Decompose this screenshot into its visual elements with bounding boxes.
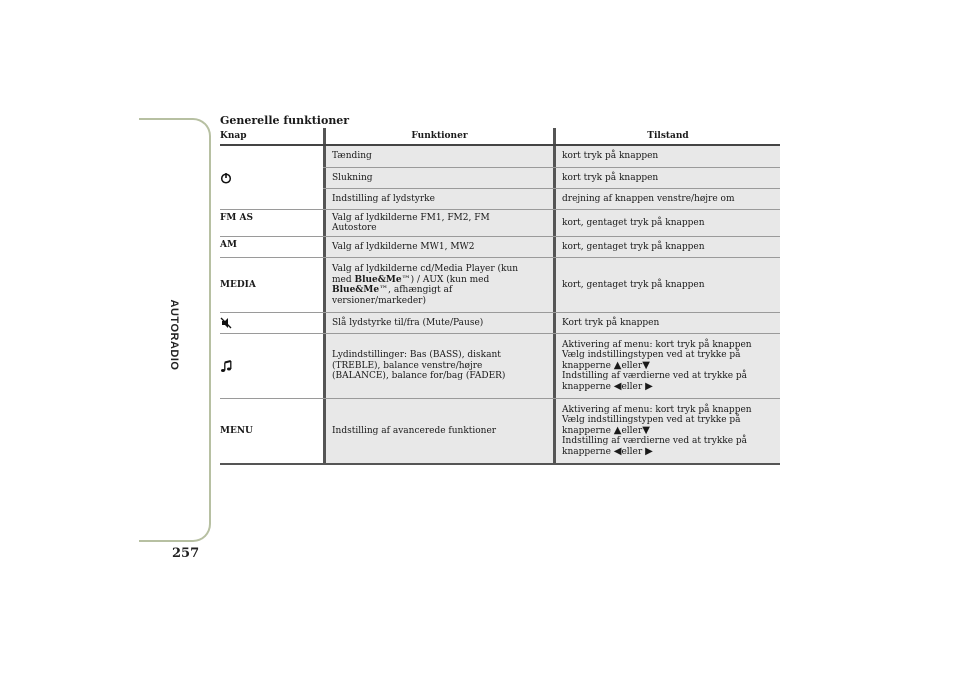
header-knap: Knap — [220, 130, 247, 141]
section-title: Generelle funktioner — [220, 114, 350, 127]
table-cell-key — [220, 334, 323, 398]
table-row — [220, 210, 780, 237]
table-cell-key: MENU — [220, 425, 253, 436]
table-cell-state: Kort tryk på knappen — [553, 313, 780, 333]
text-fragment: knapperne — [562, 446, 611, 457]
table-cell-function: Indstilling af lydstyrke — [323, 189, 553, 209]
text-fragment: knapperne — [562, 381, 611, 392]
table-cell-function — [323, 210, 553, 236]
header-tilstand: Tilstand — [553, 128, 780, 144]
table-row — [220, 334, 780, 399]
state-line — [562, 382, 780, 393]
function-line: (TREBLE), balance venstre/højre — [332, 360, 483, 371]
table-cell-key: MEDIA — [220, 279, 256, 290]
arrow-up-icon: ▲ — [613, 359, 622, 371]
state-line — [562, 361, 780, 372]
table-row — [220, 399, 780, 465]
table-cell-state: kort tryk på knappen — [553, 168, 780, 188]
table-cell-function: Slukning — [323, 168, 553, 188]
arrow-right-icon: ▶ — [645, 445, 653, 457]
function-line: versioner/markeder) — [332, 295, 426, 306]
table-cell-state — [553, 399, 780, 463]
table-cell-state: kort, gentaget tryk på knappen — [553, 258, 780, 312]
state-line: Indstilling af værdierne ved at trykke på — [562, 371, 748, 382]
chapter-label: AUTORADIO — [168, 299, 180, 371]
function-line — [332, 285, 553, 296]
function-line: (BALANCE), balance for/bag (FADER) — [332, 371, 506, 382]
table-row — [220, 237, 780, 258]
function-line: Valg af lydkilderne cd/Media Player (kun — [332, 264, 519, 274]
table-cell-state — [553, 334, 780, 398]
table-header — [220, 128, 780, 146]
arrow-right-icon: ▶ — [645, 380, 653, 392]
table-cell-key: FM AS — [220, 213, 253, 223]
text-fragment: ™) / AUX (kun med — [401, 274, 490, 285]
function-line: Valg af lydkilderne FM1, FM2, FM — [332, 212, 490, 223]
text-fragment: eller — [621, 360, 643, 371]
table-cell-function: Indstilling af avancerede funktioner — [323, 399, 553, 463]
text-fragment: eller — [621, 425, 643, 436]
table-cell-state: kort, gentaget tryk på knappen — [553, 237, 780, 257]
arrow-down-icon: ▼ — [642, 424, 650, 436]
power-group — [220, 146, 780, 210]
arrow-down-icon: ▼ — [642, 359, 650, 371]
table-cell-function: Valg af lydkilderne MW1, MW2 — [323, 237, 553, 257]
functions-table — [220, 128, 780, 465]
brand-name: Blue&Me — [332, 285, 380, 295]
table-cell-state: drejning af knappen venstre/højre om — [553, 189, 780, 209]
table-cell-state: kort, gentaget tryk på knappen — [553, 210, 780, 236]
state-line: Aktivering af menu: kort tryk på knappen — [562, 404, 752, 415]
table-cell-key: AM — [220, 240, 237, 250]
text-fragment: med — [332, 274, 355, 285]
state-line: Vælg indstillingstypen ved at trykke på — [562, 415, 741, 426]
music-note-icon — [220, 360, 232, 373]
table-row — [323, 168, 780, 189]
text-fragment: knapperne — [562, 425, 611, 436]
state-line — [562, 426, 780, 437]
page-number: 257 — [172, 546, 200, 561]
table-row — [323, 189, 780, 210]
arrow-up-icon: ▲ — [613, 424, 622, 436]
table-cell-function: Tænding — [323, 146, 553, 167]
table-row — [323, 146, 780, 168]
table-cell-function — [323, 334, 553, 398]
brand-name: Blue&Me — [354, 274, 402, 285]
state-line: Indstilling af værdierne ved at trykke på — [562, 436, 748, 447]
function-line — [332, 275, 553, 286]
function-line: Lydindstillinger: Bas (BASS), diskant — [332, 350, 501, 361]
arrow-left-icon: ◀ — [613, 445, 622, 457]
table-cell-key — [220, 313, 323, 333]
table-cell-function — [323, 258, 553, 312]
arrow-left-icon: ◀ — [613, 380, 622, 392]
table-cell-key — [220, 146, 323, 210]
text-fragment: eller — [621, 381, 643, 392]
text-fragment: knapperne — [562, 360, 611, 371]
power-icon — [220, 172, 232, 184]
mute-icon — [220, 317, 232, 329]
text-fragment: eller — [621, 446, 643, 457]
header-funktioner: Funktioner — [323, 128, 553, 144]
table-cell-function: Slå lydstyrke til/fra (Mute/Pause) — [323, 313, 553, 333]
function-line: Autostore — [332, 223, 377, 233]
state-line: Aktivering af menu: kort tryk på knappen — [562, 339, 752, 350]
power-subrows — [323, 146, 780, 210]
text-fragment: ™, afhængigt af — [379, 285, 453, 295]
table-row — [220, 258, 780, 313]
table-row — [220, 313, 780, 334]
state-line: Vælg indstillingstypen ved at trykke på — [562, 350, 741, 361]
table-cell-state: kort tryk på knappen — [553, 146, 780, 167]
state-line — [562, 447, 780, 458]
